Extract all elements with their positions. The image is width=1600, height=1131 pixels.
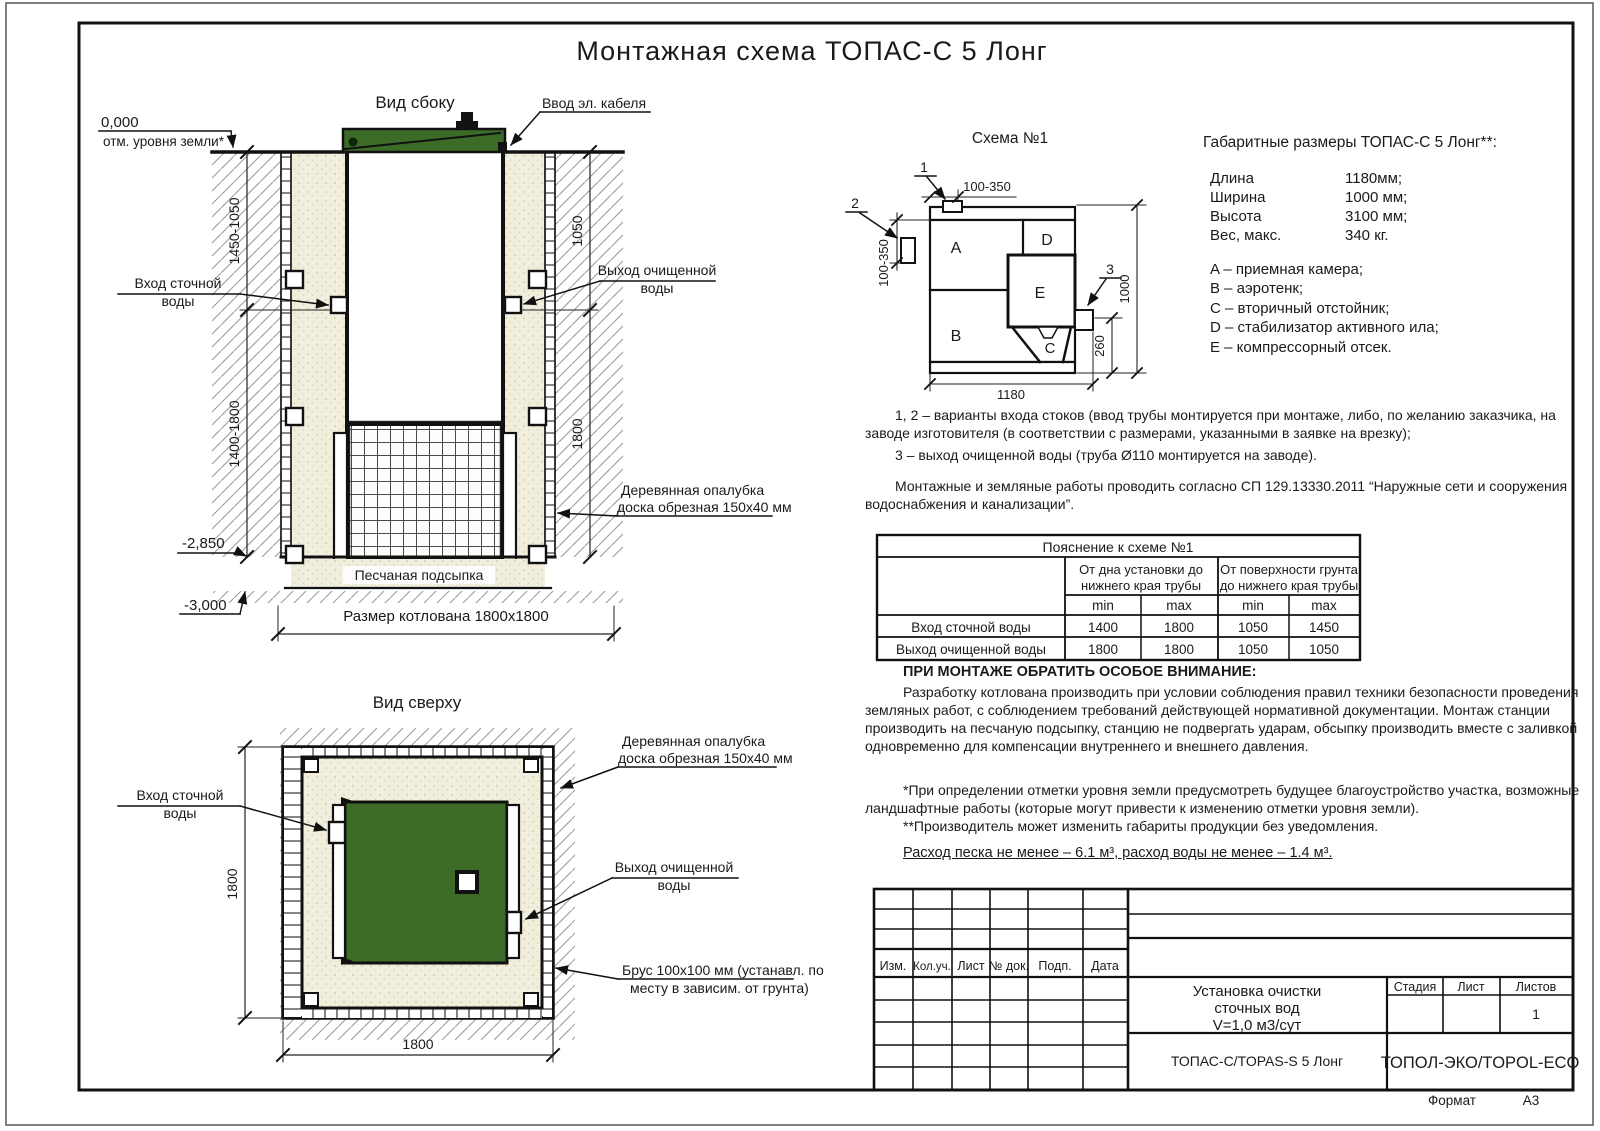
attention-heading: ПРИ МОНТАЖЕ ОБРАТИТЬ ОСОБОЕ ВНИМАНИЕ: [903,664,1257,680]
tb-sheets-value: 1 [1532,1006,1540,1022]
schema1-dim-right: 1000 [1117,274,1132,304]
dim-bottom: 1800 [402,1036,434,1052]
legend-item: C – вторичный отстойник; [1210,299,1390,317]
legend-item: D – стабилизатор активного ила; [1210,319,1439,337]
elev-zero-value: 0,000 [101,114,139,131]
tb-col-data: Дата [1091,959,1119,973]
table-title: Пояснение к схеме №1 [1042,539,1194,555]
inlet-label-1: Вход сточной [134,275,222,291]
inlet-label-2: воды [161,293,195,309]
schema1-dim-outlet: 260 [1092,335,1107,357]
notes-paragraph-2 [865,477,1568,513]
formwork-label-1: Деревянная опалубка [621,482,765,498]
spec-label: Ширина [1210,189,1266,206]
format-value: А3 [1522,1093,1540,1108]
spec-label: Длина [1210,170,1254,187]
attention-line: производить на песчаную подсыпку, станцию не подвергать ударам, обсыпку производить вместе с заливкой [865,720,1578,736]
table-group1-line1: От дна установки до [1079,562,1203,577]
beam-label-2: месту в зависим. от грунта) [630,980,809,996]
pit-size-label: Размер котлована 1800x1800 [343,608,549,625]
attention-footnotes [865,781,1580,835]
tb-sheet-label: Лист [1457,980,1485,994]
table-max-1: max [1166,598,1192,613]
outlet-stub-top [507,912,521,933]
attention-line: одновременно для компенсации внутреннего и внешнего давления. [865,738,1309,754]
cable-entry-point [498,142,507,152]
formwork-board-right [545,152,555,557]
elev-3000: -3,000 [184,597,227,614]
callout-3: 3 [1106,261,1114,277]
elev-zero-note: отм. уровня земли* [103,134,224,149]
schema1-dim-left: 100-350 [876,239,891,287]
inlet-label-2: воды [163,805,197,821]
consumption-note: Расход песка не менее – 6.1 м³, расход воды не менее – 1.4 м³. [903,845,1333,861]
footnote-line: **Производитель может изменить габариты продукции без уведомления. [903,818,1379,834]
dim-left-bottom: 1400-1800 [226,400,242,468]
table-max-2: max [1311,598,1337,613]
page-title: Монтажная схема ТОПАС-С 5 Лонг [576,36,1048,66]
dim-right-bottom: 1800 [569,418,585,450]
legend-item: A – приемная камера; [1210,261,1364,278]
tb-col-izm: Изм. [879,959,907,973]
side-view-drawing [99,93,792,641]
tank-top [345,802,507,963]
inlet-stub-side [331,297,347,313]
schema1-dim-top: 100-350 [963,179,1011,194]
anchor-plate [349,422,501,566]
table-group2-line2: до нижнего края трубы [1219,578,1359,593]
schema1-title: Схема №1 [971,130,1049,147]
formwork-label-1: Деревянная опалубка [622,733,766,749]
dim-side: 1800 [224,868,240,900]
footnote-line: *При определении отметки уровня земли предусмотреть будущее благоустройство участка, возможные [903,782,1580,798]
note-line: 1, 2 – варианты входа стоков (ввод трубы монтируется при монтаже, либо, по желанию заказчика, на [895,407,1556,423]
table-min-2: min [1242,598,1264,613]
top-view-title: Вид сверху [372,693,462,712]
legend-item: E – компрессорный отсек. [1210,338,1392,356]
callout-1: 1 [920,159,928,175]
inlet-label-1: Вход сточной [136,787,224,803]
attention-line: Разработку котлована производить при условии соблюдения правил техники безопасности проведения [903,684,1579,700]
compartment-a: A [950,240,962,257]
tb-sheets-label: Листов [1515,980,1557,994]
table-cell: 1800 [1087,642,1119,657]
spec-value: 340 кг. [1345,227,1389,244]
tb-doc-title-1: Установка очистки [1192,983,1322,1000]
table-cell: 1050 [1237,620,1269,635]
outlet-label-2: воды [640,280,674,296]
formwork-label-2: доска обрезная 150x40 мм [618,750,793,766]
table-cell: 1050 [1237,642,1269,657]
cable-label: Ввод эл. кабеля [541,95,647,111]
tb-col-ndok: № док. [988,959,1030,973]
dim-left-top: 1450-1050 [226,197,242,265]
format-label: Формат [1428,1093,1476,1108]
formwork-board-left [281,152,291,557]
beam-label-1: Брус 100x100 мм (устанавл. по [622,962,824,978]
note-line: водоснабжения и канализации”. [865,496,1075,512]
outlet-label-1: Выход очищенной [614,859,734,875]
side-view-title: Вид сбоку [375,93,455,112]
tb-col-list: Лист [957,959,985,973]
notes-paragraph-1 [865,406,1565,464]
formwork-label-2: доска обрезная 150x40 мм [617,499,792,515]
compartment-e: E [1034,285,1046,302]
sand-bed-label: Песчаная подсыпка [354,567,484,583]
elev-2850: -2,850 [182,535,225,552]
table-cell: 1400 [1087,620,1119,635]
compartment-legend [1210,260,1439,357]
attention-body [865,683,1579,755]
tb-company: ТОПОЛ-ЭКО/TOPOL-ECO [1380,1054,1580,1072]
tb-col-podp: Подп. [1038,959,1072,973]
note-line: 3 – выход очищенной воды (труба Ø110 монтируется на заводе). [895,447,1317,463]
attention-line: земляных работ, с соблюдением требований действующей нормативной документации. Монтаж станции [865,702,1550,718]
callout-2: 2 [851,195,859,211]
specs-labels [1210,169,1281,245]
specs-values [1345,169,1407,245]
spec-value: 1000 мм; [1345,189,1408,206]
explanation-table [877,535,1360,660]
note-line: Монтажные и земляные работы проводить согласно СП 129.13330.2011 “Наружные сети и сооружения [895,478,1568,494]
outlet-label-2: воды [657,877,691,893]
outlet-stub-side [505,297,521,313]
table-cell: 1050 [1308,642,1340,657]
table-min-1: min [1092,598,1114,613]
table-group1-line2: нижнего края трубы [1080,578,1202,593]
compartment-d: D [1041,232,1053,249]
tb-doc-title-3: V=1,0 м3/сут [1212,1017,1302,1034]
table-row-label: Вход сточной воды [911,620,1031,635]
table-cell: 1450 [1308,620,1340,635]
tb-product: ТОПАС-С/TOPAS-S 5 Лонг [1170,1053,1344,1069]
spec-value: 3100 мм; [1345,208,1408,225]
dim-right-top: 1050 [569,215,585,247]
footnote-line: ландшафтные работы (которые могут привести к изменению отметки уровня земли). [865,800,1420,816]
tank-lid [343,112,507,152]
inlet-stub-top [329,822,345,843]
compartment-b: B [950,328,962,345]
hatch-cover [457,872,477,892]
legend-item: B – аэротенк; [1210,280,1304,298]
note-line: заводе изготовителя (в соответствии с размерами, указанными в заявке на врезку); [865,425,1411,441]
tb-stage-label: Стадия [1393,980,1437,994]
title-block [874,889,1579,1108]
spec-label: Высота [1210,208,1262,225]
table-cell: 1800 [1163,642,1195,657]
table-cell: 1800 [1163,620,1195,635]
compartment-c: C [1044,340,1056,357]
schema1-dim-bottom: 1180 [997,387,1025,402]
outlet-label-1: Выход очищенной [597,262,717,278]
table-group2-line1: От поверхности грунта [1220,562,1358,577]
specs-title: Габаритные размеры ТОПАС-С 5 Лонг**: [1203,134,1497,151]
table-row-label: Выход очищенной воды [896,642,1046,657]
top-view-drawing [118,693,824,1062]
spec-label: Вес, макс. [1210,227,1282,244]
tb-doc-title-2: сточных вод [1214,1000,1300,1017]
vent-cap [456,121,478,129]
schema1-drawing [846,130,1146,402]
tb-col-koluch: Кол.уч. [913,961,951,973]
spec-value: 1180мм; [1345,170,1403,187]
